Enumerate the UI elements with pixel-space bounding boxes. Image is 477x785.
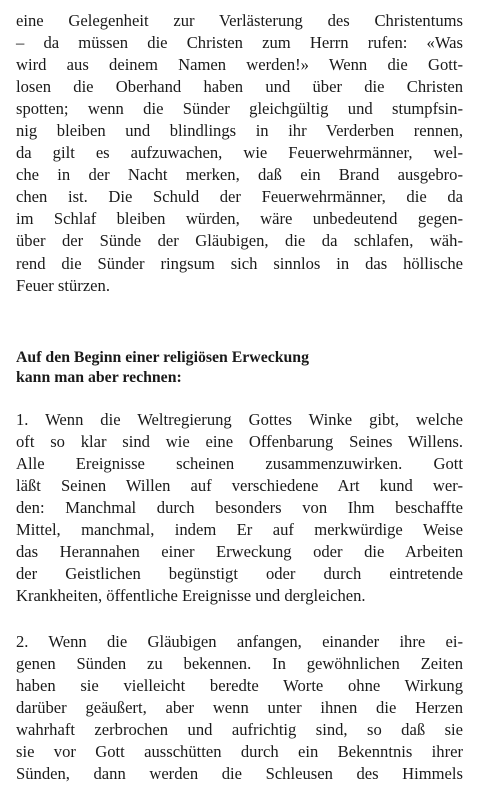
text-line: – da müssen die Christen zum Herrn rufen: «Was xyxy=(16,33,463,53)
text-line: darüber geäußert, aber wenn unter ihnen die Herzen xyxy=(16,698,463,718)
text-line: wahrhaft zerbrochen und aufrichtig sind, so daß sie xyxy=(16,720,463,740)
text-line: che in der Nacht merken, daß ein Brand ausgebro- xyxy=(16,165,463,185)
text-line: den: Manchmal durch besonders von Ihm beschaffte xyxy=(16,497,463,517)
text-line: da gilt es aufzuwachen, wie Feuerwehrmänner, wel- xyxy=(16,143,463,163)
text-line: genen Sünden zu bekennen. In gewöhnlichen Zeiten xyxy=(16,654,463,674)
text-line: im Schlaf bleiben würden, wäre unbedeutend gegen- xyxy=(16,209,463,229)
text-line: losen die Oberhand haben und über die Christen xyxy=(16,77,463,97)
text-line: chen ist. Die Schuld der Feuerwehrmänner, die da xyxy=(16,187,463,207)
intro-paragraph xyxy=(16,10,463,297)
text-line: nig bleiben und blindlings in ihr Verderben rennen, xyxy=(16,121,463,141)
text-line: Mittel, manchmal, indem Er auf merkwürdige Weise xyxy=(16,519,463,539)
text-line: sie vor Gott ausschütten durch ein Bekenntnis ihrer xyxy=(16,742,463,762)
point-1-paragraph xyxy=(16,409,463,607)
text-line: haben sie vielleicht beredte Worte ohne Wirkung xyxy=(16,676,463,696)
text-line: Feuer stürzen. xyxy=(16,275,110,295)
text-line: der Geistlichen begünstigt oder durch eintretende xyxy=(16,563,463,583)
point-2-paragraph xyxy=(16,631,463,785)
text-line: über der Sünde der Gläubigen, die da schlafen, wäh- xyxy=(16,231,463,251)
text-line: das Herannahen einer Erweckung oder die Arbeiten xyxy=(16,541,463,561)
text-line: Krankheiten, öffentliche Ereignisse und dergleichen. xyxy=(16,585,366,605)
text-line: eine Gelegenheit zur Verlästerung des Christentums xyxy=(16,11,463,30)
text-line: 1. Wenn die Weltregierung Gottes Winke gibt, welche xyxy=(16,409,463,429)
text-line: rend die Sünder ringsum sich sinnlos in das höllische xyxy=(16,253,463,273)
text-line: oft so klar sind wie eine Offenbarung Seines Willens. xyxy=(16,431,463,451)
text-line: Alle Ereignisse scheinen zusammenzuwirken. Gott xyxy=(16,453,463,473)
text-line: wird aus deinem Namen werden!» Wenn die Gott- xyxy=(16,55,463,75)
text-line: läßt Seinen Willen auf verschiedene Art kund wer- xyxy=(16,475,463,495)
text-line: 2. Wenn die Gläubigen anfangen, einander ihre ei- xyxy=(16,632,463,652)
text-line: Sünden, dann werden die Schleusen des Himmels xyxy=(16,764,463,784)
text-line: spotten; wenn die Sünder gleichgültig und stumpfsin- xyxy=(16,99,463,119)
heading-line: kann man aber rechnen: xyxy=(16,368,182,386)
section-heading xyxy=(16,348,463,388)
heading-line: Auf den Beginn einer religiösen Erweckung xyxy=(16,348,309,366)
